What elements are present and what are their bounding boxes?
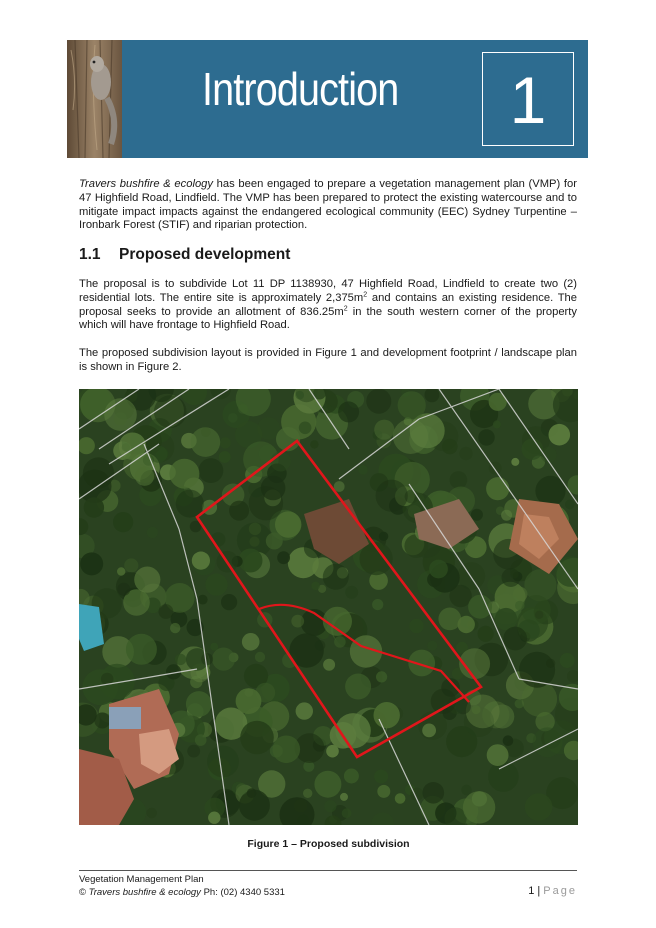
page-indicator [528, 885, 577, 897]
superscript-1: 2 [363, 291, 368, 299]
intro-text: has been engaged to prepare a vegetation management plan (VMP) for 47 Highfield Road, Lindfield. The VMP has been prepared to protect the existing watercourse and to mitigate impact impacts against the endangered ecological community (EEC) Sydney Turpentine – Ironbark Forest (STIF) and riparian protection. [79, 178, 577, 232]
copyright-symbol: © [79, 887, 89, 898]
section-heading [79, 246, 290, 264]
company-name: Travers bushfire & ecology [79, 178, 213, 190]
page-word: Page [543, 885, 577, 897]
aerial-photo-figure [79, 389, 578, 825]
intro-paragraph [79, 178, 577, 233]
proposal-text-2: and contains an existing residence. The proposal seeks to provide an allotment of 836.25m [79, 291, 578, 318]
page-separator: | [534, 885, 544, 897]
page-number: 1 [528, 885, 535, 897]
footer-contact [79, 886, 285, 899]
footer-info [79, 873, 285, 899]
footer-divider [79, 870, 577, 871]
superscript-2: 2 [343, 304, 348, 312]
footer-phone: Ph: (02) 4340 5331 [200, 887, 285, 898]
chapter-banner [67, 40, 588, 158]
chapter-title: Introduction [202, 63, 399, 115]
section-title: Proposed development [119, 246, 291, 263]
proposal-text-3: in the south western corner of the property which will have frontage to Highfield Road. [79, 305, 577, 332]
proposal-text-1: The proposal is to subdivide Lot 11 DP 1138930, 47 Highfield Road, Lindfield to create two (2) residential lots. The entire site is approximately 2,375m [79, 278, 577, 304]
layout-paragraph: The proposed subdivision layout is provided in Figure 1 and development footprint / landscape plan is shown in Figure 2. [79, 347, 577, 373]
footer-company: Travers bushfire & ecology [88, 887, 201, 898]
chapter-number: 1 [482, 52, 574, 146]
figure-caption: Figure 1 – Proposed subdivision [247, 838, 410, 850]
footer-document-title: Vegetation Management Plan [79, 874, 204, 885]
proposal-paragraph [79, 278, 577, 333]
section-number: 1.1 [79, 246, 101, 263]
possum-tree-photo [67, 40, 122, 158]
